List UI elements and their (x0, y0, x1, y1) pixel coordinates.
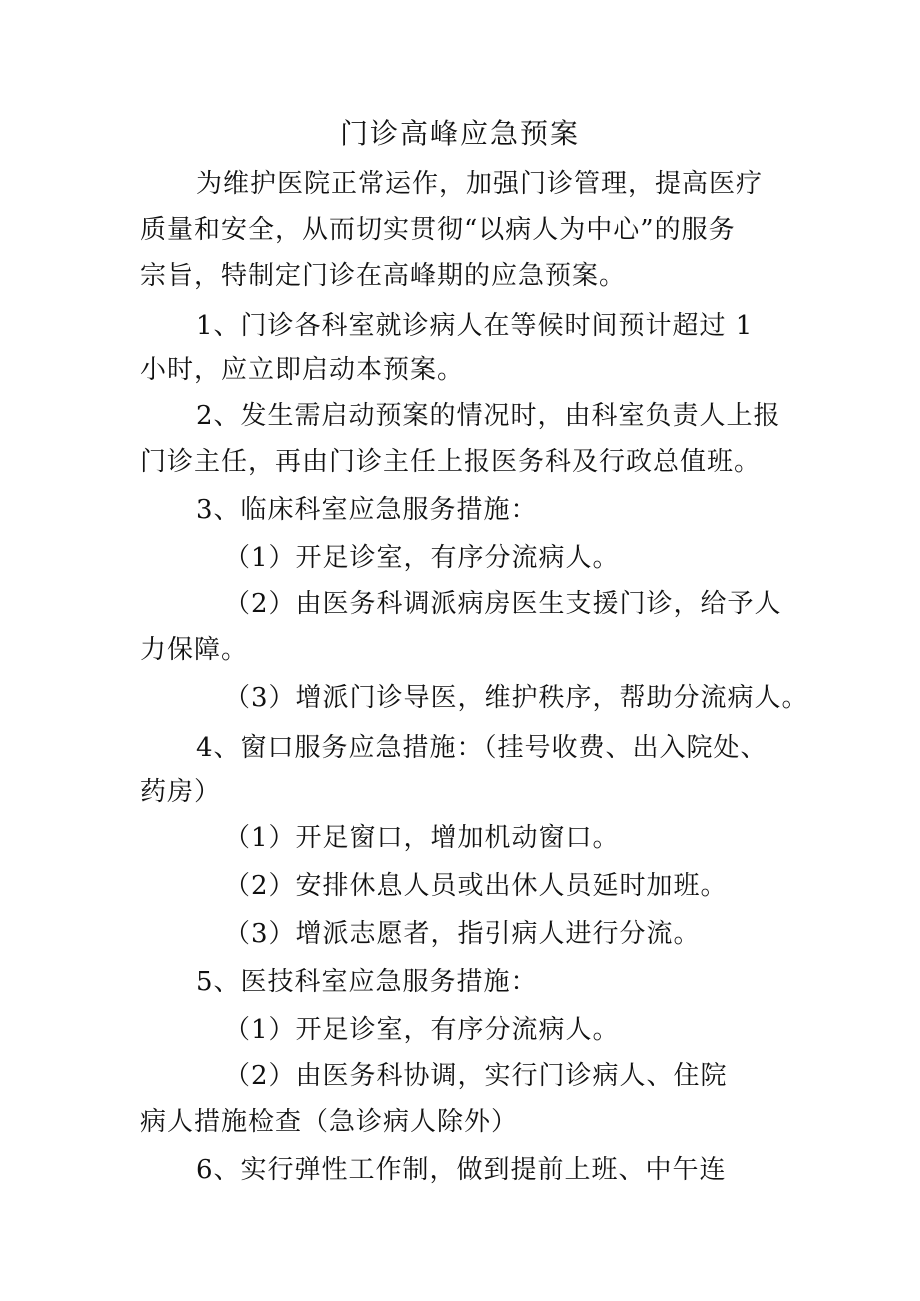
paragraph-line: （2）由医务科调派病房医生支援门诊，给予人 (224, 589, 782, 619)
paragraph-line: （1）开足诊室，有序分流病人。 (224, 543, 620, 573)
paragraph-line: （2）安排休息人员或出休人员延时加班。 (224, 871, 728, 901)
paragraph-line: 为维护医院正常运作，加强门诊管理，提高医疗 (196, 169, 764, 199)
paragraph-line: （1）开足诊室，有序分流病人。 (224, 1015, 620, 1045)
paragraph-line: 病人措施检查（急诊病人除外） (140, 1107, 519, 1137)
paragraph-line: 4、窗口服务应急措施：（挂号收费、出入院处、 (196, 733, 768, 763)
paragraph-line: 药房） (140, 777, 222, 807)
paragraph-line: 力保障。 (140, 635, 249, 665)
paragraph-line: 2、发生需启动预案的情况时，由科室负责人上报 (196, 401, 781, 431)
paragraph-line: 1、门诊各科室就诊病人在等候时间预计超过 1 (196, 311, 754, 341)
paragraph-line: 宗旨，特制定门诊在高峰期的应急预案。 (140, 261, 627, 291)
paragraph-line: 门诊主任，再由门诊主任上报医务科及行政总值班。 (140, 447, 762, 477)
paragraph-line: 小时，应立即启动本预案。 (140, 355, 465, 385)
document-title: 门诊高峰应急预案 (339, 117, 580, 150)
paragraph-line: （1）开足窗口，增加机动窗口。 (224, 823, 620, 853)
paragraph-line: （3）增派志愿者，指引病人进行分流。 (224, 919, 701, 949)
paragraph-line: 6、实行弹性工作制，做到提前上班、中午连 (196, 1155, 727, 1185)
paragraph-line: 质量和安全，从而切实贯彻“以病人为中心”的服务 (140, 215, 736, 245)
paragraph-line: 3、临床科室应急服务措施： (196, 495, 538, 525)
paragraph-line: 5、医技科室应急服务措施： (196, 967, 538, 997)
paragraph-line: （2）由医务科协调，实行门诊病人、住院 (224, 1061, 728, 1091)
paragraph-line: （3）增派门诊导医，维护秩序，帮助分流病人。 (224, 683, 809, 713)
